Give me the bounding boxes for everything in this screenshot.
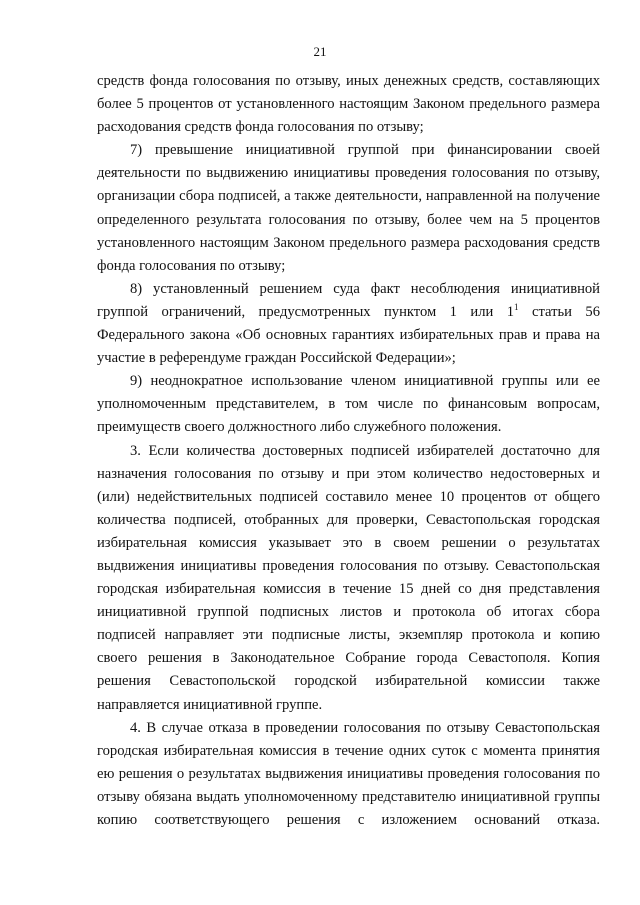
page-number: 21 [313, 44, 327, 59]
paragraph-item-8: 8) установленный решением суда факт несоблюдения инициативной группой ограничений, предусмотренных пунктом 1 или $1^1$ статьи 56 Федерального закона «Об основных гарантиях избирательных прав и права на участие в референдуме граждан Российской Федерации»; [97, 280, 600, 367]
paragraph-section-4: 4. В случае отказа в проведении голосования по отзыву Севастопольская городская избирательная комиссия в течение одних суток с момента принятия ею решения о результатах выдвижения инициативы проведения голосования по отзыву обязана выдать уполномоченному представителю инициативной группы копию соответствующего решения с изложением оснований отказа. [97, 719, 600, 828]
document-body [97, 70, 600, 832]
paragraph-section-3: 3. Если количества достоверных подписей избирателей достаточно для назначения голосования по отзыву и при этом количество недостоверных и (или) недействительных подписей составило менее 10 процентов от общего количества подписей, отобранных для проверки, Севастопольская городская избирательная комиссия указывает это в своем решении о результатах выдвижения инициативы проведения голосования по отзыву. Севастопольская городская избирательная комиссия в течение 15 дней со дня представления инициативной группой подписных листов и протокола об итогах сбора подписей направляет эти подписные листы, экземпляр протокола и копию своего решения в Законодательное Собрание города Севастополя. Копия решения Севастопольской городской избирательной комиссии также направляется инициативной группе. [97, 442, 600, 713]
paragraph-item-9: 9) неоднократное использование членом инициативной группы или ее уполномоченным представителем, в том числе по финансовым вопросам, преимуществ своего должностного либо служебного положения. [97, 373, 600, 436]
paragraph-continuation: средств фонда голосования по отзыву, иных денежных средств, составляющих более 5 процентов от установленного настоящим Законом предельного размера расходования средств фонда голосования по отзыву; [97, 73, 600, 136]
paragraph-item-7: 7) превышение инициативной группой при финансировании своей деятельности по выдвижению инициативы проведения голосования по отзыву, организации сбора подписей, а также деятельности, направленной на получение определенного результата голосования по отзыву, более чем на 5 процентов установленного настоящим Законом предельного размера расходования средств фонда голосования по отзыву; [97, 142, 600, 274]
